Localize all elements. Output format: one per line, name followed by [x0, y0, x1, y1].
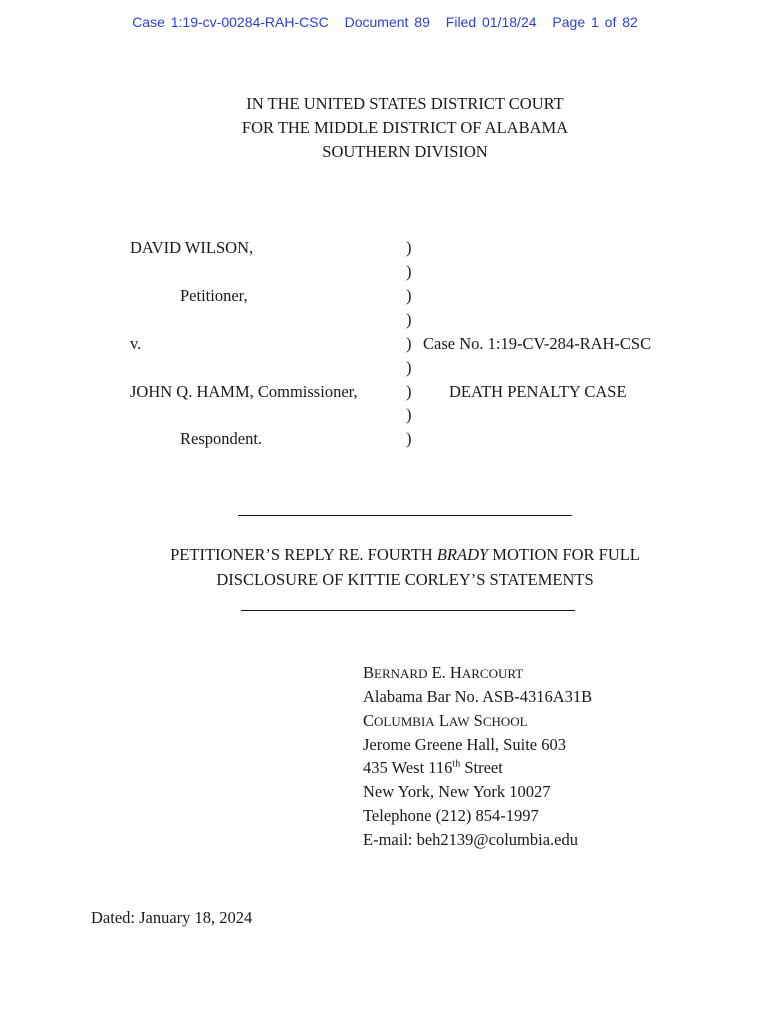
school-part: C: [363, 711, 375, 730]
versus: v.: [130, 334, 142, 353]
caption-paren: ): [406, 286, 412, 305]
counsel-address-3: New York, New York 10027: [363, 782, 551, 801]
counsel-name: [363, 663, 523, 683]
title-rule-bottom: [241, 610, 575, 611]
counsel-email: E-mail: beh2139@columbia.edu: [363, 830, 578, 849]
counsel-telephone: Telephone (212) 854-1997: [363, 806, 539, 825]
petitioner-role: Petitioner,: [180, 286, 248, 305]
caption-paren: ): [406, 262, 412, 281]
case-number: Case No. 1:19-CV-284-RAH-CSC: [423, 334, 652, 353]
caption-paren: ): [406, 358, 412, 377]
title-rule-top: [238, 515, 572, 516]
caption-paren: ): [406, 310, 412, 329]
case-type: DEATH PENALTY CASE: [449, 382, 627, 401]
ecf-filed-date: Filed 01/18/24: [445, 14, 537, 30]
dated-line: Dated: January 18, 2024: [91, 908, 253, 927]
counsel-name-part: ARCOURT: [461, 666, 524, 681]
address-part: Street: [460, 758, 503, 777]
counsel-name-part: B: [363, 663, 375, 682]
caption-paren: ): [406, 382, 412, 401]
caption-paren: ): [406, 429, 412, 448]
ecf-document-number: Document 89: [344, 14, 430, 30]
title-text: MOTION FOR FULL: [488, 545, 640, 564]
title-text: PETITIONER’S REPLY RE. FOURTH: [170, 545, 437, 564]
document-title-line-1: [0, 545, 770, 565]
counsel-school: [363, 711, 528, 731]
address-superscript: th: [452, 758, 461, 770]
respondent-name: JOHN Q. HAMM, Commissioner,: [130, 382, 358, 401]
counsel-bar-number: Alabama Bar No. ASB-4316A31B: [363, 687, 593, 706]
school-part: S: [469, 711, 483, 730]
school-part: OLUMBIA: [374, 714, 435, 729]
ecf-case-number: Case 1:19-cv-00284-RAH-CSC: [132, 14, 329, 30]
counsel-name-part: ERNARD: [374, 666, 428, 681]
respondent-role: Respondent.: [180, 429, 263, 448]
school-part: L: [434, 711, 449, 730]
court-name-line-2: FOR THE MIDDLE DISTRICT OF ALABAMA: [241, 118, 569, 137]
counsel-address-1: Jerome Greene Hall, Suite 603: [363, 735, 566, 754]
school-part: CHOOL: [482, 714, 528, 729]
court-name-line-1: IN THE UNITED STATES DISTRICT COURT: [246, 94, 564, 113]
title-case-name: BRADY: [436, 545, 489, 564]
school-part: AW: [448, 714, 470, 729]
address-part: 435 West 116: [363, 758, 453, 777]
caption-paren: ): [406, 334, 412, 353]
counsel-address-2: [363, 758, 503, 778]
caption-paren: ): [406, 405, 412, 424]
caption-paren: ): [406, 238, 412, 257]
ecf-header: [0, 14, 770, 30]
ecf-page-count: Page 1 of 82: [552, 14, 638, 30]
petitioner-name: DAVID WILSON,: [130, 238, 254, 257]
court-division: SOUTHERN DIVISION: [322, 142, 488, 161]
document-title-line-2: DISCLOSURE OF KITTIE CORLEY’S STATEMENTS: [216, 570, 594, 589]
counsel-name-part: E. H: [427, 663, 462, 682]
